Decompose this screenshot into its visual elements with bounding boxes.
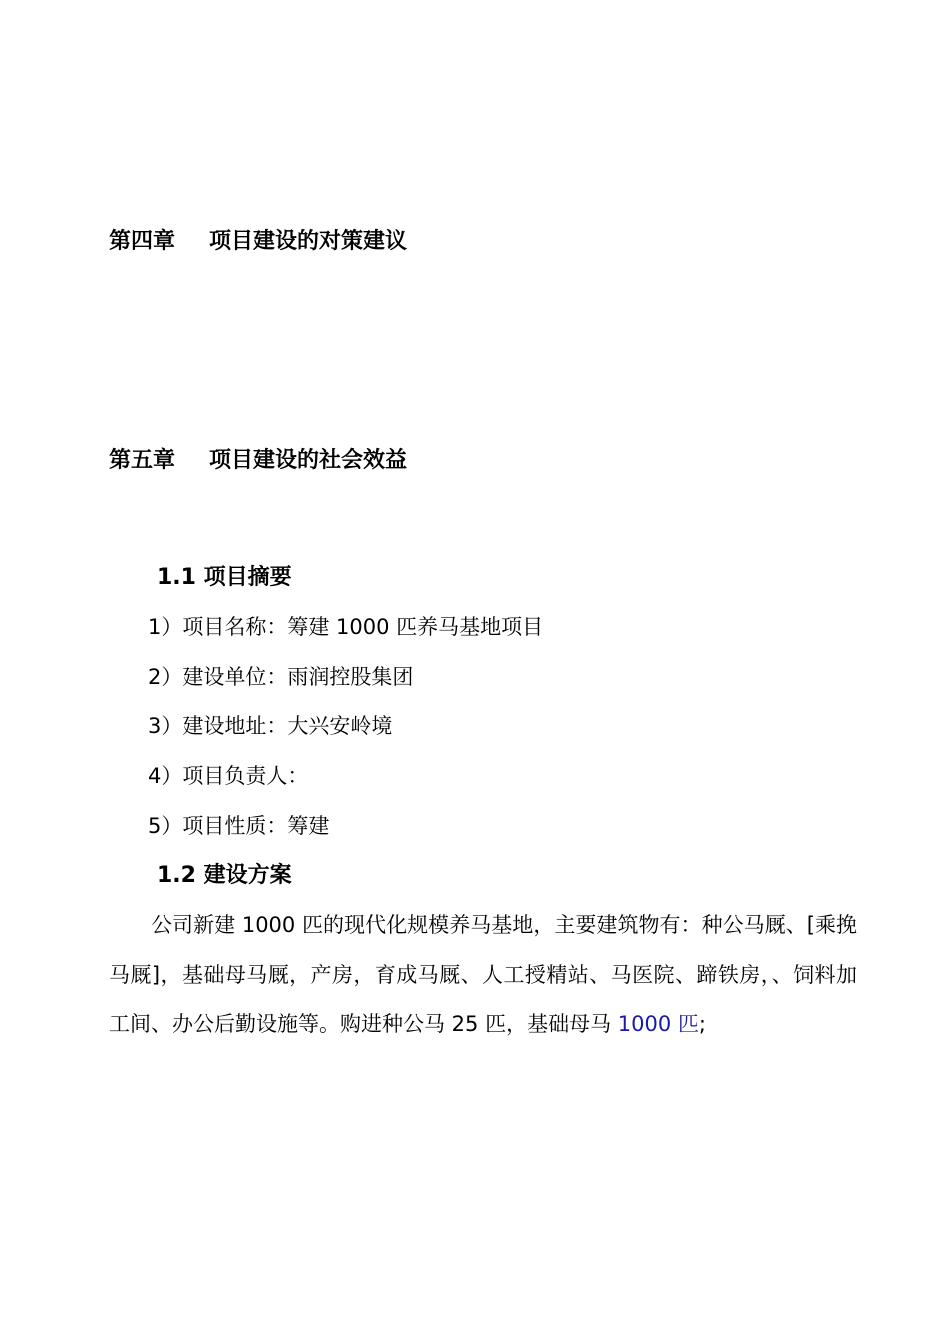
- summary-item-construction-address: 3）建设地址：大兴安岭境: [148, 714, 393, 738]
- summary-item-project-leader: 4）项目负责人：: [148, 764, 309, 788]
- chapter-title: 项目建设的对策建议: [209, 229, 408, 254]
- summary-item-construction-unit: 2）建设单位：雨润控股集团: [148, 665, 414, 689]
- chapter-number: 第五章: [109, 448, 176, 473]
- summary-item-project-nature: 5）项目性质：筹建: [148, 814, 330, 838]
- section-heading-project-summary: 1.1 项目摘要: [157, 565, 292, 590]
- chapter-title: 项目建设的社会效益: [209, 448, 408, 473]
- summary-item-project-name: 1）项目名称：筹建 1000 匹养马基地项目: [148, 615, 544, 639]
- paragraph-text: 公司新建 1000 匹的现代化规模养马基地，主要建筑物有：种公马厩、[乘挽马厩]，基础母马厩，产房，育成马厩、人工授精站、马医院、蹄铁房，、饲料加工间、办公后勤设施等。购进种公马 25 匹，基础母马: [109, 913, 857, 1037]
- section-heading-construction-plan: 1.2 建设方案: [157, 863, 292, 888]
- chapter-number: 第四章: [109, 229, 176, 254]
- construction-plan-paragraph: [109, 901, 857, 1050]
- paragraph-tail: ;: [698, 1012, 706, 1037]
- chapter-five-heading: [109, 446, 407, 476]
- highlighted-quantity: 1000 匹: [617, 1012, 699, 1037]
- chapter-four-heading: [109, 227, 407, 257]
